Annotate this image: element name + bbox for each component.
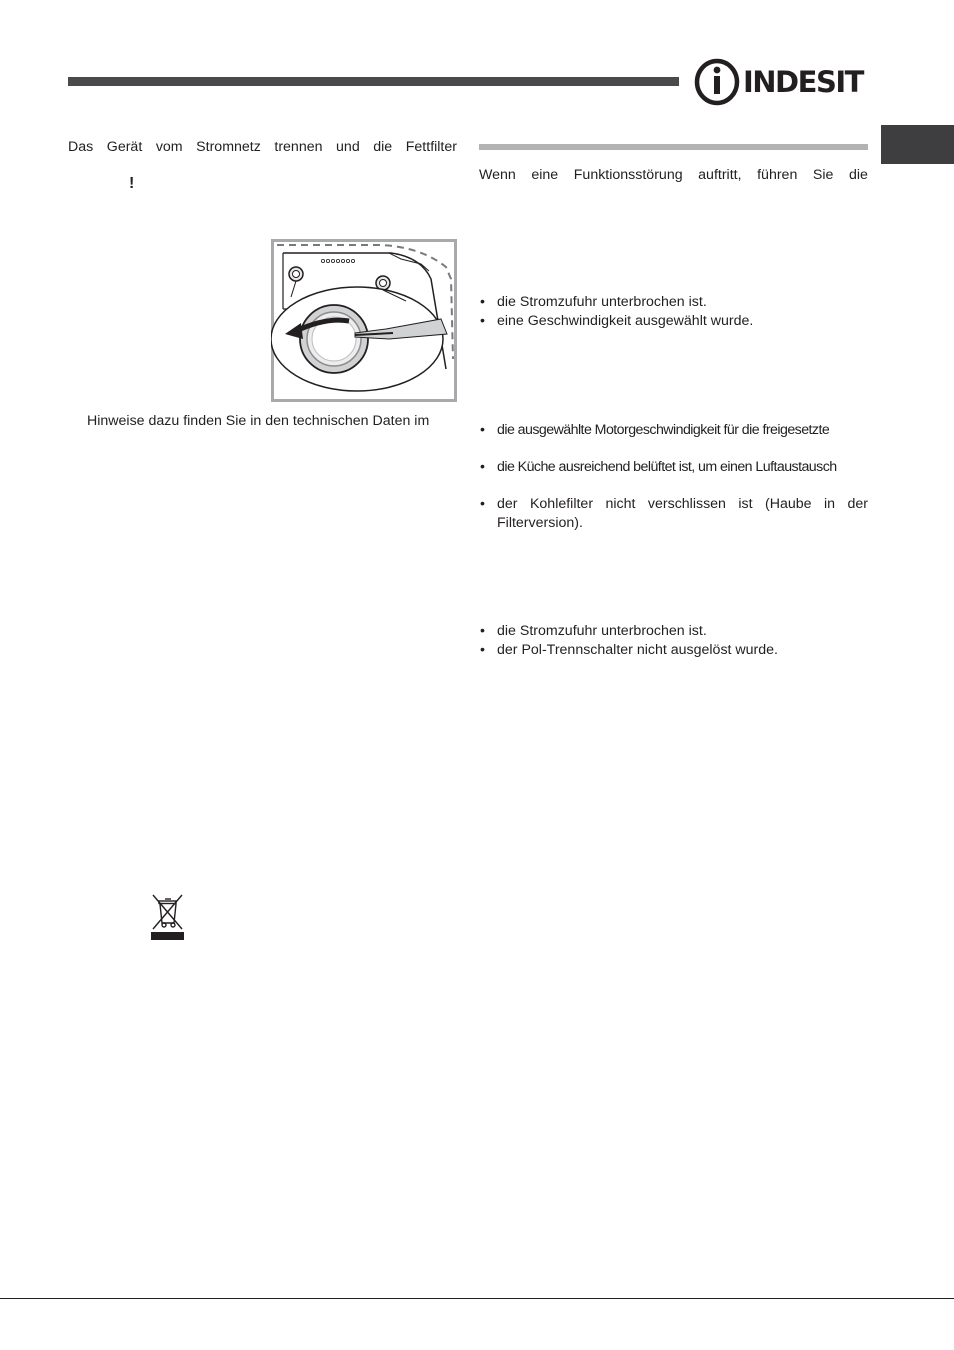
left-text-line-1 <box>68 138 457 157</box>
list-item <box>480 293 868 312</box>
word: Sie <box>812 167 834 183</box>
word: die <box>373 139 393 155</box>
word: Wenn <box>479 167 516 183</box>
list-item-text: der Pol-Trennschalter nicht ausgelöst wurde. <box>497 642 778 658</box>
warning-exclamation: ! <box>129 175 135 192</box>
list-item-text: die Stromzufuhr unterbrochen ist. <box>497 294 707 310</box>
list-item-text: eine Geschwindigkeit ausgewählt wurde. <box>497 313 754 329</box>
word: verschlissen <box>647 496 726 512</box>
list-item <box>480 622 868 641</box>
bullet-icon: • <box>480 642 485 658</box>
bullet-icon: • <box>480 623 485 639</box>
list-item <box>480 495 868 533</box>
list-item-text: die ausgewählte Motorgeschwindigkeit für die freigesetzte <box>497 422 830 438</box>
list-item-text-line-2: Filterversion). <box>497 515 583 531</box>
word: Kohlefilter <box>529 496 594 512</box>
brand-wordmark: INDESIT <box>743 65 863 99</box>
language-tab <box>881 125 954 164</box>
list-item <box>480 641 868 660</box>
section-rule <box>479 144 868 150</box>
word: (Haube <box>765 496 812 512</box>
word: nicht <box>605 496 636 512</box>
right-intro-line <box>479 166 868 185</box>
list-item-text-line-1 <box>497 495 868 514</box>
list-item <box>480 421 868 440</box>
weee-bin-symbol <box>150 893 185 941</box>
word: Stromnetz <box>196 139 261 155</box>
word: eine <box>531 167 559 183</box>
bullet-icon: • <box>480 496 485 512</box>
footer-rule <box>0 1298 954 1299</box>
left-hint-line: Hinweise dazu finden Sie in den technischen Daten im <box>87 413 430 429</box>
word: und <box>336 139 360 155</box>
list-item-text: die Stromzufuhr unterbrochen ist. <box>497 623 707 639</box>
header-bar <box>68 77 679 86</box>
word: Gerät <box>106 139 143 155</box>
word: der <box>497 496 518 512</box>
crossed-out-wheelie-bin-icon <box>150 893 185 941</box>
word: trennen <box>274 139 323 155</box>
word: die <box>848 167 868 183</box>
word: Das <box>68 139 94 155</box>
word: Funktionsstörung <box>573 167 683 183</box>
list-item <box>480 312 868 331</box>
word: ist <box>738 496 753 512</box>
bullet-icon: • <box>480 422 485 438</box>
word: in <box>824 496 836 512</box>
brand-logo <box>693 57 873 107</box>
word: Fettfilter <box>405 139 457 155</box>
bullet-icon: • <box>480 294 485 310</box>
word: der <box>847 496 868 512</box>
word: führen <box>757 167 798 183</box>
bullet-icon: • <box>480 459 485 475</box>
word: vom <box>155 139 183 155</box>
lamp-removal-illustration <box>271 239 457 402</box>
list-item <box>480 458 868 477</box>
list-item-text: die Küche ausreichend belüftet ist, um einen Luftaustausch <box>497 459 837 475</box>
word: auftritt, <box>698 167 742 183</box>
bullet-icon: • <box>480 313 485 329</box>
